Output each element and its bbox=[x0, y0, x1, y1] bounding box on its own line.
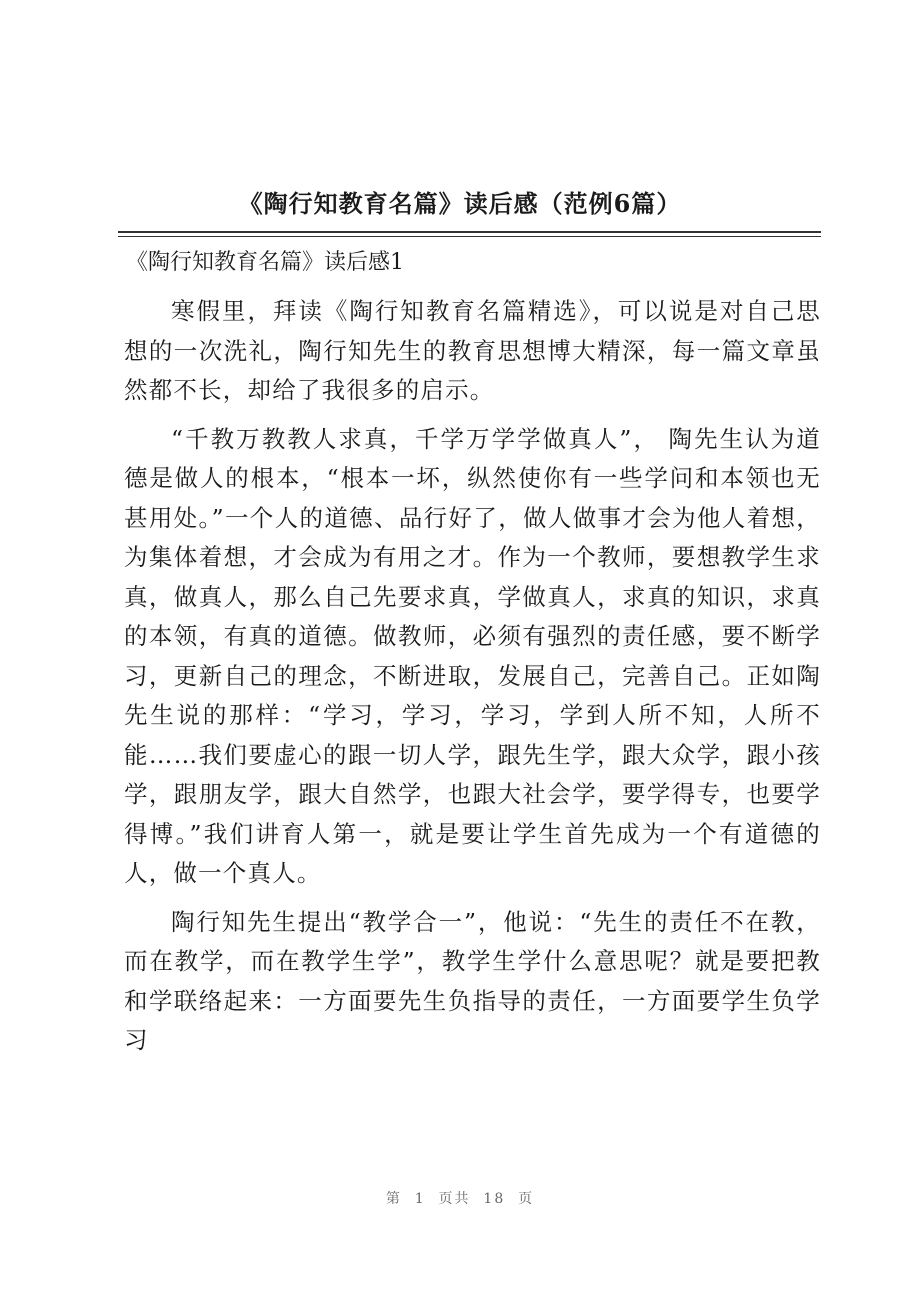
paragraph: 陶行知先生提出“教学合一”，他说：“先生的责任不在教，而在教学，而在教学生学”，教学生学什么意思呢？就是要把教和学联络起来：一方面要先生负指导的责任，一方面要学生负学习 bbox=[124, 907, 821, 1054]
document-title: 《陶行知教育名篇》读后感（范例6篇） bbox=[238, 189, 682, 218]
paragraph: 寒假里，拜读《陶行知教育名篇精选》，可以说是对自己思想的一次洗礼，陶行知先生的教育思想博大精深，每一篇文章虽然都不长，却给了我很多的启示。 bbox=[124, 297, 821, 404]
paragraph: “千教万教教人求真，千学万学学做真人”， 陶先生认为道德是做人的根本，“根本一坏，纵然使你有一些学问和本领也无甚用处。”一个人的道德、品行好了，做人做事才会为他人着想，为集体着想，才会成为有用之才。作为一个教师，要想教学生求真，做真人，那么自己先要求真，学做真人，求真的知识，求真的本领，有真的道德。做教师，必须有强烈的责任感，要不断学习，更新自己的理念，不断进取，发展自己，完善自己。正如陶先生说的那样：“学习，学习，学习，学到人所不知，人所不能……我们要虚心的跟一切人学，跟先生学，跟大众学，跟小孩学，跟朋友学，跟大自然学，也跟大社会学，要学得专，也要学得博。”我们讲育人第一，就是要让学生首先成为一个有道德的人，做一个真人。 bbox=[124, 424, 821, 887]
section-heading: 《陶行知教育名篇》读后感1 bbox=[126, 250, 404, 275]
body-text bbox=[124, 292, 821, 1070]
title-divider bbox=[118, 231, 821, 237]
page-footer: 第 1 页共 18 页 bbox=[385, 1191, 535, 1207]
